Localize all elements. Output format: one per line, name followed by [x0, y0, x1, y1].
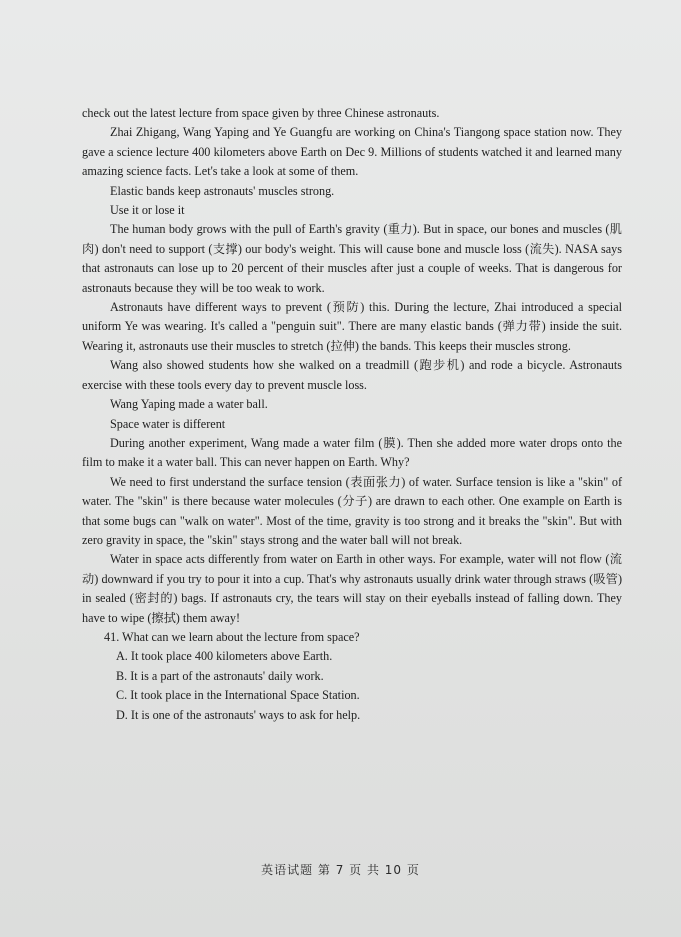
option-c: C. It took place in the International Space Station.: [116, 688, 360, 703]
page-footer: 英语试题 第 7 页 共 10 页: [261, 863, 420, 877]
paragraph-11: Water in space acts differently from water on Earth in other ways. For example, water will not flow (流动) downward if you try to pour it into a cup. That's why astronauts usually drink water through straws (吸管) in sealed (密封的) bags. If astronauts cry, the tears will stay on their eyeballs instead of falling down. They have to wipe (擦拭) them away!: [82, 552, 622, 625]
subheading-use-it: Use it or lose it: [110, 203, 185, 218]
document-page: [82, 104, 622, 725]
paragraph-1: Zhai Zhigang, Wang Yaping and Ye Guangfu are working on China's Tiangong space station now. They gave a science lecture 400 kilometers above Earth on Dec 9. Millions of students watched it and learned many amazing science facts. Let's take a look at some of them.: [82, 125, 622, 179]
paragraph-4: The human body grows with the pull of Earth's gravity (重力). But in space, our bones and muscles (肌肉) don't need to support (支撑) our body's weight. This will cause bone and muscle loss (流失). NASA says that astronauts can lose up to 20 percent of their muscles after just a couple of weeks. That is dangerous for astronauts because they will be too weak to work.: [82, 222, 622, 295]
paragraph-0: check out the latest lecture from space given by three Chinese astronauts.: [82, 106, 440, 120]
subheading-water-ball: Wang Yaping made a water ball.: [110, 397, 268, 412]
passage: [82, 104, 622, 628]
paragraph-5: Astronauts have different ways to prevent (预防) this. During the lecture, Zhai introduced a special uniform Ye was wearing. It's called a "penguin suit". There are many elastic bands (弹力带) inside the suit. Wearing it, astronauts use their muscles to stretch (拉伸) the bands. This keeps their muscles strong.: [82, 300, 622, 353]
paragraph-9: During another experiment, Wang made a water film (膜). Then she added more water drops onto the film to make it a water ball. This can never happen on Earth. Why?: [82, 435, 622, 470]
paragraph-6: Wang also showed students how she walked on a treadmill (跑步机) and rode a bicycle. Astronauts exercise with these tools every day to prevent muscle loss.: [82, 358, 622, 392]
paragraph-10: We need to first understand the surface tension (表面张力) of water. Surface tension is like a "skin" of water. The "skin" is there because water molecules (分子) are drawn to each other. One example on Earth is that some bugs can "walk on water". Most of the time, gravity is too strong and it breaks the "skin". But with zero gravity in space, the "skin" stays strong and the water ball will not break.: [82, 474, 622, 547]
question-41: [82, 628, 622, 725]
subheading-elastic-bands: Elastic bands keep astronauts' muscles strong.: [110, 183, 335, 198]
subheading-space-water: Space water is different: [110, 416, 226, 431]
question-stem: 41. What can we learn about the lecture from space?: [104, 629, 360, 644]
option-b: B. It is a part of the astronauts' daily work.: [116, 668, 324, 683]
option-d: D. It is one of the astronauts' ways to ask for help.: [116, 707, 361, 722]
option-a: A. It took place 400 kilometers above Earth.: [116, 649, 333, 664]
